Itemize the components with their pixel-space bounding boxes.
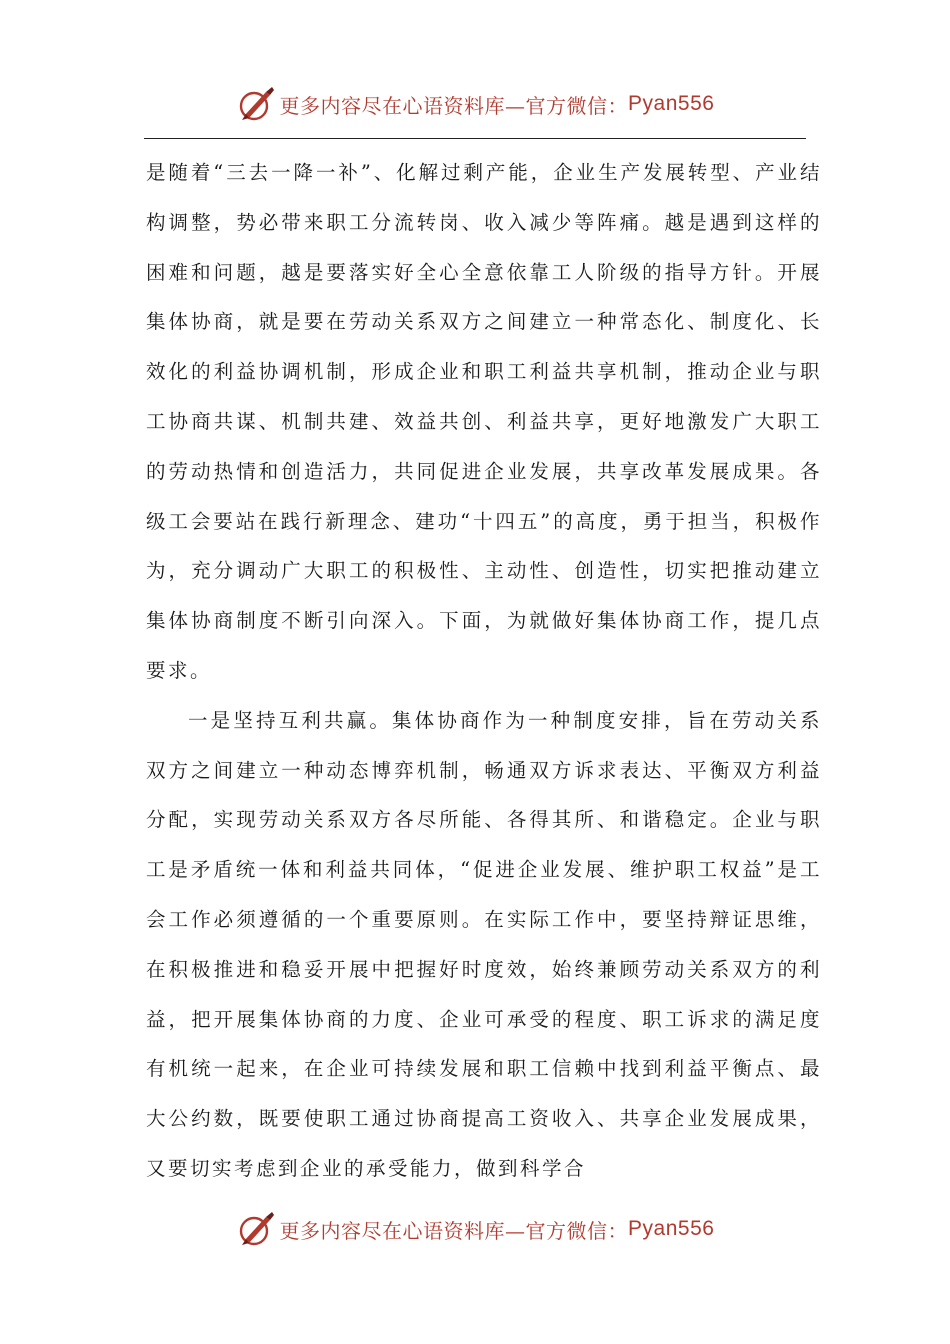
paragraph-mutual-benefit: 一是坚持互利共赢。集体协商作为一种制度安排，旨在劳动关系双方之间建立一种动态博弈机制，畅通双方诉求表达、平衡双方利益分配，实现劳动关系双方各尽所能、各得其所、和谐稳定。企业与职工是矛盾统一体和利益共同体，“促进企业发展、维护职工权益”是工会工作必须遵循的一个重要原则。在实际工作中，要坚持辩证思维，在积极推进和稳妥开展中把握好时度效，始终兼顾劳动关系双方的利益，把开展集体协商的力度、企业可承受的程度、职工诉求的满足度有机统一起来，在企业可持续发展和职工信赖中找到利益平衡点、最大公约数，既要使职工通过协商提高工资收入、共享企业发展成果，又要切实考虑到企业的承受能力，做到科学合 [146, 708, 822, 1180]
paragraph-continuation: 是随着“三去一降一补”、化解过剩产能，企业生产发展转型、产业结构调整，势必带来职工分流转岗、收入减少等阵痛。越是遇到这样的困难和问题，越是要落实好全心全意依靠工人阶级的指导方针。开展集体协商，就是要在劳动关系双方之间建立一种常态化、制度化、长效化的利益协调机制，形成企业和职工利益共享机制，推动企业与职工协商共谋、机制共建、效益共创、利益共享，更好地激发广大职工的劳动热情和创造活力，共同促进企业发展，共享改革发展成果。各级工会要站在践行新理念、建功“十四五”的高度，勇于担当，积极作为，充分调动广大职工的积极性、主动性、创造性，切实把推动建立集体协商制度不断引向深入。下面，为就做好集体协商工作，提几点要求。 [146, 161, 822, 682]
header-divider [144, 138, 806, 139]
pen-logo-icon [236, 84, 276, 124]
header-watermark [0, 82, 950, 126]
watermark-text: 更多内容尽在心语资料库—官方微信： [279, 1218, 629, 1243]
wechat-id: Pyan556 [628, 1217, 715, 1240]
pen-logo-icon [236, 1209, 276, 1249]
footer-watermark [0, 1207, 950, 1251]
watermark-text: 更多内容尽在心语资料库—官方微信： [279, 93, 629, 118]
document-body [146, 148, 822, 1194]
wechat-id: Pyan556 [628, 92, 715, 115]
